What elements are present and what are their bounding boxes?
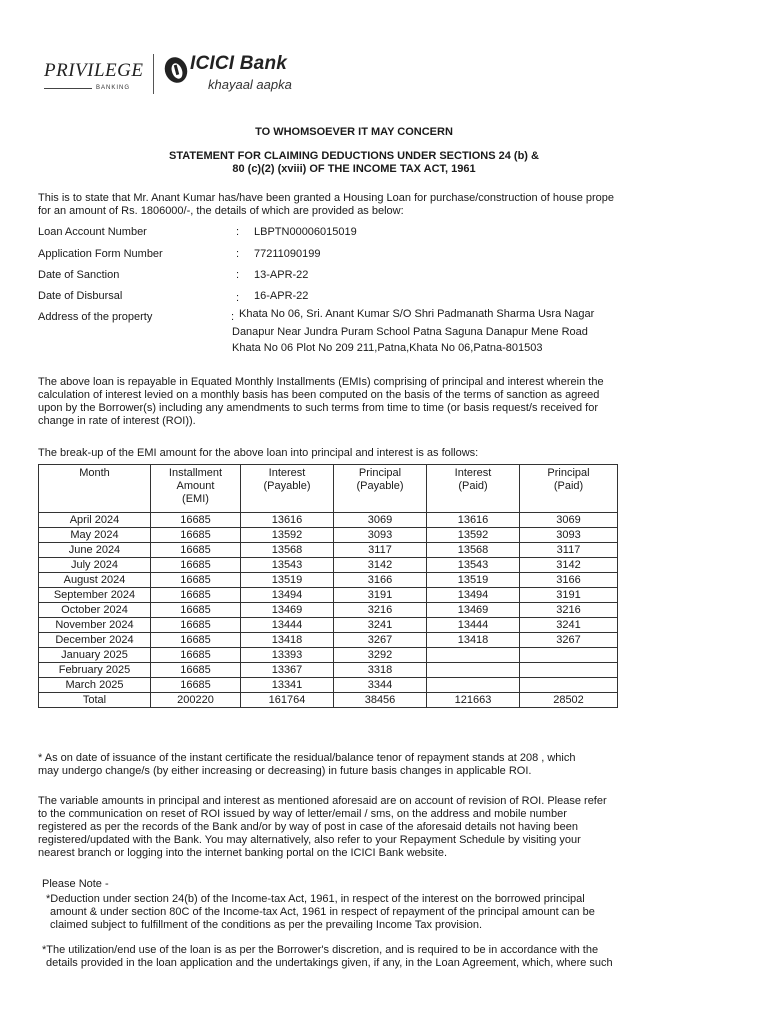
statement-title <box>0 150 708 176</box>
utilization-note <box>42 944 613 970</box>
table-cell: June 2024 <box>39 543 151 558</box>
table-row <box>39 588 618 603</box>
table-cell: 3117 <box>334 543 427 558</box>
table-cell: 16685 <box>151 588 241 603</box>
table-cell: 13592 <box>427 528 520 543</box>
column-header-text: Principal <box>358 467 402 479</box>
address-line: Khata No 06 Plot No 209 211,Patna,Khata No 06,Patna-801503 <box>232 342 543 354</box>
table-cell: November 2024 <box>39 618 151 633</box>
table-cell <box>427 648 520 663</box>
detail-value: 77211090199 <box>254 248 321 260</box>
statement-title-line1: STATEMENT FOR CLAIMING DEDUCTIONS UNDER SECTIONS 24 (b) & <box>169 150 539 162</box>
table-cell: 13543 <box>241 558 334 573</box>
emi-line: change in rate of interest (ROI)). <box>38 415 196 427</box>
variable-amounts-paragraph <box>38 795 607 860</box>
table-row <box>39 648 618 663</box>
table-cell: 3318 <box>334 663 427 678</box>
detail-value: 13-APR-22 <box>254 269 309 281</box>
tenor-note-line: * As on date of issuance of the instant certificate the residual/balance tenor of repayment stands at 208 , which <box>38 752 576 764</box>
table-row <box>39 558 618 573</box>
detail-colon: : <box>236 226 240 238</box>
table-row <box>39 663 618 678</box>
table-cell: August 2024 <box>39 573 151 588</box>
table-row <box>39 513 618 528</box>
deduction-note-line: *Deduction under section 24(b) of the Income-tax Act, 1961, in respect of the interest on the borrowed principal <box>46 893 585 905</box>
table-row <box>39 603 618 618</box>
intro-line: for an amount of Rs. 1806000/-, the details of which are provided as below: <box>38 205 404 217</box>
table-row <box>39 633 618 648</box>
variable-line: registered/updated with the Bank. You may alternatively, also refer to your Repayment Schedule by visiting your <box>38 834 581 846</box>
table-cell: 16685 <box>151 573 241 588</box>
detail-value: LBPTN00006015019 <box>254 226 357 238</box>
bank-tagline: khayaal aapka <box>208 77 292 92</box>
table-cell: 3093 <box>334 528 427 543</box>
table-row <box>39 543 618 558</box>
column-header-text: (EMI) <box>182 493 209 505</box>
table-cell: 3069 <box>520 513 618 528</box>
detail-label: Address of the property <box>38 311 153 323</box>
detail-colon: : <box>231 311 235 323</box>
table-cell: 16685 <box>151 558 241 573</box>
column-header-text: Interest <box>268 467 306 479</box>
table-row <box>39 618 618 633</box>
privilege-banking-logo <box>42 52 146 96</box>
column-header-text: (Paid) <box>458 480 488 492</box>
column-header <box>520 465 618 513</box>
column-header-text: Installment <box>168 467 223 479</box>
detail-colon: : <box>236 248 240 260</box>
deduction-note <box>46 893 595 932</box>
table-cell <box>427 663 520 678</box>
logo-divider <box>153 54 154 94</box>
table-cell: 3216 <box>520 603 618 618</box>
emi-line: upon by the Borrower(s) including any amendments to such terms from time to time (or basis request/s received for <box>38 402 599 414</box>
breakup-text: The break-up of the EMI amount for the above loan into principal and interest is as follows: <box>38 447 479 459</box>
table-cell: 3166 <box>334 573 427 588</box>
column-header-text: (Paid) <box>553 480 584 492</box>
table-cell: September 2024 <box>39 588 151 603</box>
detail-colon: : <box>236 269 240 281</box>
table-cell: 161764 <box>241 693 334 708</box>
column-header-text: Amount <box>176 480 215 492</box>
table-cell: 3117 <box>520 543 618 558</box>
column-header <box>241 465 334 513</box>
table-cell: 3093 <box>520 528 618 543</box>
table-cell: 16685 <box>151 528 241 543</box>
table-cell: 38456 <box>334 693 427 708</box>
table-cell: 13393 <box>241 648 334 663</box>
column-header-text: Interest <box>454 467 492 479</box>
table-cell: 3241 <box>334 618 427 633</box>
table-cell: 3142 <box>520 558 618 573</box>
table-cell: April 2024 <box>39 513 151 528</box>
table-cell: 3292 <box>334 648 427 663</box>
privilege-underline <box>44 88 92 89</box>
please-note-heading: Please Note - <box>42 878 109 890</box>
table-cell: 13543 <box>427 558 520 573</box>
table-cell: 13616 <box>427 513 520 528</box>
table-cell: 3267 <box>334 633 427 648</box>
column-header <box>334 465 427 513</box>
privilege-sub-text: BANKING <box>96 85 131 91</box>
table-cell: 3267 <box>520 633 618 648</box>
column-header-text: Month <box>79 467 110 479</box>
table-cell: 13519 <box>427 573 520 588</box>
utilization-note-line: details provided in the loan application and the undertakings given, if any, in the Loan Agreement, which, where such <box>46 957 613 969</box>
detail-colon: : <box>236 292 240 304</box>
detail-value: Khata No 06, Sri. Anant Kumar S/O Shri Padmanath Sharma Usra Nagar <box>239 308 595 320</box>
variable-line: registered as per the records of the Bank and/or by way of post in case of the aforesaid details not having been <box>38 821 578 833</box>
column-header <box>427 465 520 513</box>
table-cell: 16685 <box>151 513 241 528</box>
detail-label: Application Form Number <box>38 248 163 260</box>
table-cell: 13592 <box>241 528 334 543</box>
table-cell: May 2024 <box>39 528 151 543</box>
address-continuation <box>232 324 588 356</box>
table-cell: 16685 <box>151 633 241 648</box>
column-header-text: (Payable) <box>263 480 311 492</box>
table-cell: January 2025 <box>39 648 151 663</box>
table-cell: October 2024 <box>39 603 151 618</box>
column-header <box>39 465 151 513</box>
table-cell: 13418 <box>427 633 520 648</box>
table-cell: March 2025 <box>39 678 151 693</box>
utilization-note-line: *The utilization/end use of the loan is as per the Borrower's discretion, and is required to be in accordance with the <box>42 944 599 956</box>
emi-paragraph <box>38 376 604 428</box>
detail-label: Date of Sanction <box>38 269 120 281</box>
table-body <box>39 513 618 708</box>
emi-line: calculation of interest levied on a monthly basis has been computed on the basis of the terms of sanction as agreed <box>38 389 600 401</box>
table-cell: 13444 <box>427 618 520 633</box>
table-cell: February 2025 <box>39 663 151 678</box>
table-cell: 13418 <box>241 633 334 648</box>
table-row <box>39 678 618 693</box>
table-cell: 13469 <box>241 603 334 618</box>
table-cell: Total <box>39 693 151 708</box>
table-header-row <box>39 465 618 513</box>
table-cell: 3216 <box>334 603 427 618</box>
table-cell: 13367 <box>241 663 334 678</box>
deduction-note-line: amount & under section 80C of the Income-tax Act, 1961 in respect of repayment of the principal amount can be <box>50 906 595 918</box>
table-cell <box>520 663 618 678</box>
table-cell: 16685 <box>151 663 241 678</box>
table-cell <box>520 648 618 663</box>
intro-line: This is to state that Mr. Anant Kumar has/have been granted a Housing Loan for purchase/construction of house prope <box>38 192 615 204</box>
bank-name: ICICI Bank <box>190 53 288 74</box>
table-cell: 13568 <box>427 543 520 558</box>
table-cell: December 2024 <box>39 633 151 648</box>
table-cell: 3166 <box>520 573 618 588</box>
emi-line: The above loan is repayable in Equated Monthly Installments (EMIs) comprising of principal and interest wherein the <box>38 376 604 388</box>
table-cell: 13519 <box>241 573 334 588</box>
concern-title: TO WHOMSOEVER IT MAY CONCERN <box>255 126 453 138</box>
header-logos <box>42 50 372 100</box>
detail-label: Loan Account Number <box>38 226 147 238</box>
table-cell: 16685 <box>151 543 241 558</box>
table-cell: 28502 <box>520 693 618 708</box>
detail-label: Date of Disbursal <box>38 290 123 302</box>
table-cell: 3241 <box>520 618 618 633</box>
table-cell: 121663 <box>427 693 520 708</box>
table-cell: 13616 <box>241 513 334 528</box>
emi-table <box>38 464 618 708</box>
tenor-note <box>38 752 576 778</box>
column-header-text: (Payable) <box>356 480 404 492</box>
table-cell: 16685 <box>151 648 241 663</box>
table-total-row <box>39 693 618 708</box>
table-cell: 3191 <box>520 588 618 603</box>
variable-line: nearest branch or logging into the internet banking portal on the ICICI Bank website. <box>38 847 448 859</box>
table-row <box>39 573 618 588</box>
privilege-logo-text: PRIVILEGE <box>44 60 144 81</box>
table-cell: 3142 <box>334 558 427 573</box>
detail-value: 16-APR-22 <box>254 290 309 302</box>
column-header-text: Principal <box>547 467 590 479</box>
table-cell: 13494 <box>427 588 520 603</box>
table-cell: 13568 <box>241 543 334 558</box>
table-cell: 16685 <box>151 618 241 633</box>
table-cell: 3344 <box>334 678 427 693</box>
table-row <box>39 528 618 543</box>
deduction-note-line: claimed subject to fulfillment of the conditions as per the prevailing Income Tax provision. <box>50 919 483 931</box>
table-cell: 3191 <box>334 588 427 603</box>
table-cell: 13469 <box>427 603 520 618</box>
column-header <box>151 465 241 513</box>
intro-paragraph <box>38 192 683 218</box>
table-cell: 16685 <box>151 678 241 693</box>
table-cell: 13494 <box>241 588 334 603</box>
variable-line: The variable amounts in principal and interest as mentioned aforesaid are on account of revision of ROI. Please refer <box>38 795 607 807</box>
table-cell: 13341 <box>241 678 334 693</box>
table-cell: 16685 <box>151 603 241 618</box>
tenor-note-line: may undergo change/s (by either increasing or decreasing) in future basis changes in applicable ROI. <box>38 765 532 777</box>
address-line: Danapur Near Jundra Puram School Patna Saguna Danapur Mene Road <box>232 326 588 338</box>
table-cell: 3069 <box>334 513 427 528</box>
table-cell <box>520 678 618 693</box>
table-cell: July 2024 <box>39 558 151 573</box>
variable-line: to the communication on reset of ROI issued by way of letter/email / sms, on the address and mobile number <box>38 808 567 820</box>
table-cell <box>427 678 520 693</box>
table-cell: 13444 <box>241 618 334 633</box>
table-cell: 200220 <box>151 693 241 708</box>
statement-title-line2: 80 (c)(2) (xviii) OF THE INCOME TAX ACT, 1961 <box>232 163 476 175</box>
